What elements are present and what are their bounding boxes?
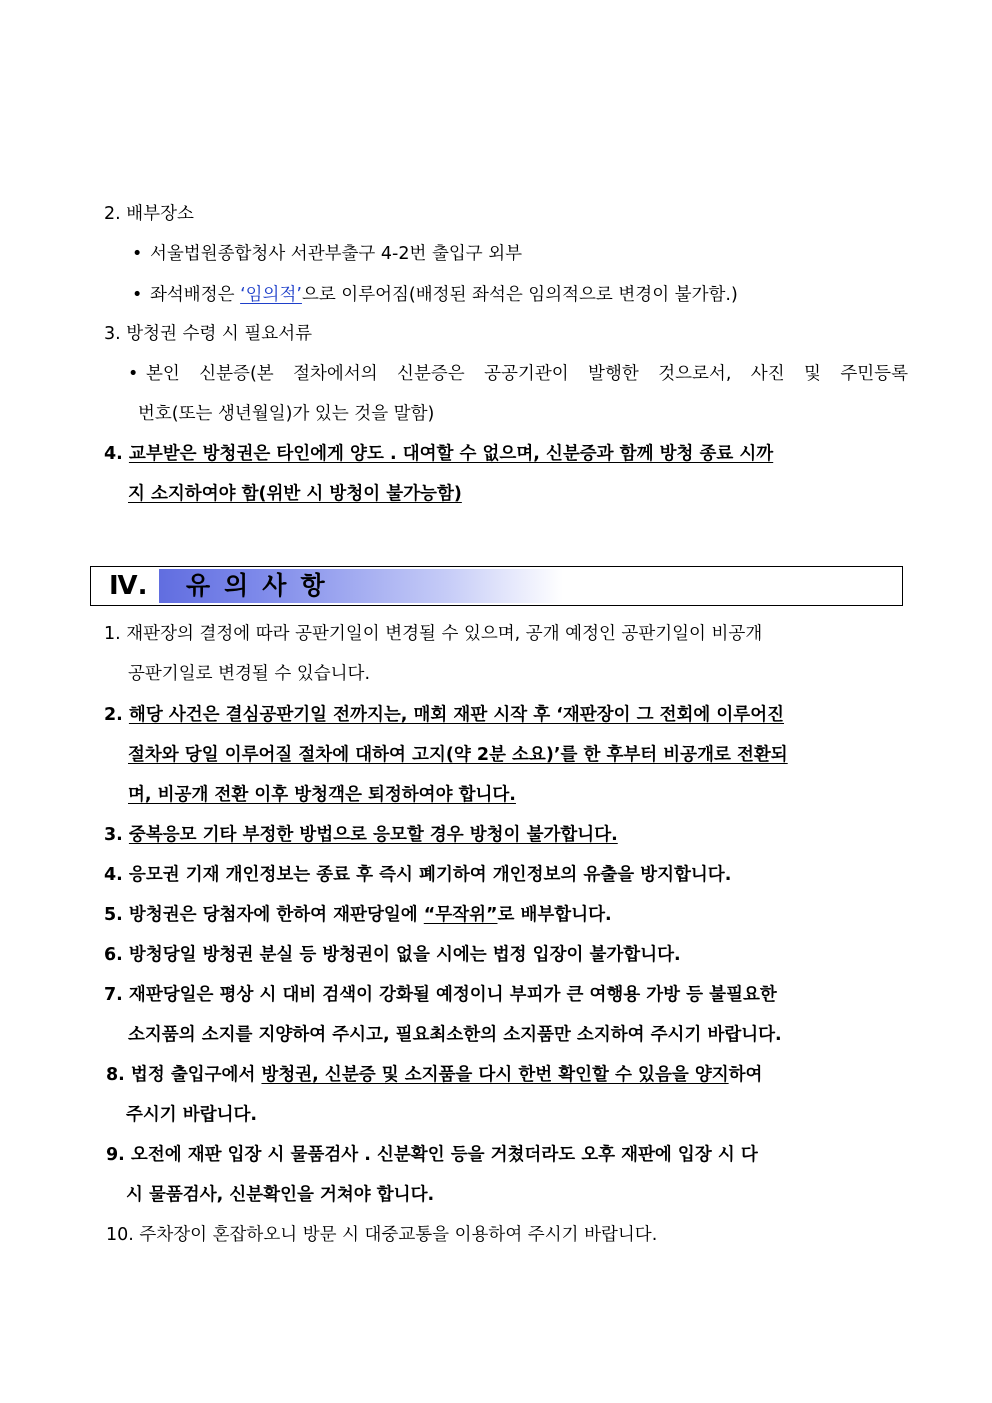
note-9-line2: 시 물품검사, 신분확인을 거쳐야 합니다. [126,1185,435,1205]
item-4-line2: 지 소지하여야 함(위반 시 방청이 불가능함) [128,484,462,504]
section-roman-numeral: Ⅳ. [91,567,159,605]
item-label: 배부장소 [126,204,194,224]
item-text: 교부받은 방청권은 타인에게 양도 . 대여할 수 없으며, 신분증과 함께 방청 종료 시까 [128,444,774,464]
item-3-required-documents [104,322,312,346]
note-10 [106,1223,657,1247]
item-number: 3. [104,825,123,845]
item-text: 해당 사건은 결심공판기일 전까지는, 매회 재판 시작 후 ‘재판장이 그 전회에 이루어진 [128,705,785,725]
section-title: 유의사항 [186,571,339,600]
note-1 [104,622,762,646]
item-2-distribution-place [104,202,194,226]
item-number: 5. [104,905,123,925]
note-6 [104,943,681,967]
note-2-line2: 절차와 당일 이루어질 절차에 대하여 고지(약 2분 소요)’를 한 후부터 비공개로 전환되 [128,745,788,765]
bullet-text: 좌석배정은 [150,285,241,305]
note-4 [104,863,731,887]
bullet-seat-assignment [132,283,738,307]
bullet-dot-icon: • [132,285,143,305]
item-text: 주차장이 혼잡하오니 방문 시 대중교통을 이용하여 주시기 바랍니다. [139,1225,658,1245]
bullet-id-card-line2: 번호(또는 생년월일)가 있는 것을 말함) [138,404,435,424]
bullet-location [132,242,522,266]
note-7 [104,983,777,1007]
item-number: 3. [104,324,121,344]
item-label: 방청권 수령 시 필요서류 [126,324,313,344]
item-text: 재판장의 결정에 따라 공판기일이 변경될 수 있으며, 공개 예정인 공판기일이 비공개 [126,624,763,644]
confirm-underline: 방청권, 신분증 및 소지품을 다시 한번 확인할 수 있음을 양지 [261,1065,729,1085]
item-number: 2. [104,204,121,224]
note-7-line2: 소지품의 소지를 지양하여 주시고, 필요최소한의 소지품만 소지하여 주시기 바랍니다. [128,1025,782,1045]
item-number: 4. [104,865,123,885]
item-number: 4. [104,444,123,464]
note-9 [106,1143,758,1167]
bullet-id-card-line1: • 본인 신분증(본 절차에서의 신분증은 공공기관이 발행한 것으로서, 사진 및 주민등록 [128,364,908,384]
item-text: 중복응모 기타 부정한 방법으로 응모할 경우 방청이 불가합니다. [128,825,618,845]
bullet-dot-icon: • [132,244,143,264]
random-underline: “무작위” [423,905,498,925]
item-number: 10. [106,1225,134,1245]
item-4-ticket-transfer [104,442,908,466]
note-3 [104,823,618,847]
item-text: 방청당일 방청권 분실 등 방청권이 없을 시에는 법정 입장이 불가합니다. [128,945,681,965]
item-number: 9. [106,1145,125,1165]
item-number: 8. [106,1065,125,1085]
note-1-line2: 공판기일로 변경될 수 있습니다. [128,664,371,684]
bullet-dot-icon: • [128,364,139,384]
item-number: 7. [104,985,123,1005]
item-number: 6. [104,945,123,965]
note-2 [104,703,784,727]
note-5: 5. 방청권은 당첨자에 한하여 재판당일에 “무작위”로 배부합니다. [104,905,612,925]
bullet-text: 으로 이루어짐(배정된 좌석은 임의적으로 변경이 불가함.) [301,285,738,305]
note-2-line3: 며, 비공개 전환 이후 방청객은 퇴정하여야 합니다. [128,785,516,805]
section-4-header [90,566,903,606]
item-text: 응모권 기재 개인정보는 종료 후 즉시 폐기하여 개인정보의 유출을 방지합니다. [128,865,732,885]
item-text: 재판당일은 평상 시 대비 검색이 강화될 예정이니 부피가 큰 여행용 가방 등 불필요한 [128,985,777,1005]
item-text: 오전에 재판 입장 시 물품검사 . 신분확인 등을 거쳤더라도 오후 재판에 입장 시 다 [130,1145,758,1165]
note-8-line2: 주시기 바랍니다. [126,1105,258,1125]
item-number: 2. [104,705,123,725]
bullet-text: 서울법원종합청사 서관부출구 4-2번 출입구 외부 [150,244,523,264]
note-8: 8. 법정 출입구에서 방청권, 신분증 및 소지품을 다시 한번 확인할 수 있음을 양지하여 [106,1065,763,1085]
arbitrary-link[interactable]: ‘임의적’ [240,285,302,305]
item-number: 1. [104,624,121,644]
